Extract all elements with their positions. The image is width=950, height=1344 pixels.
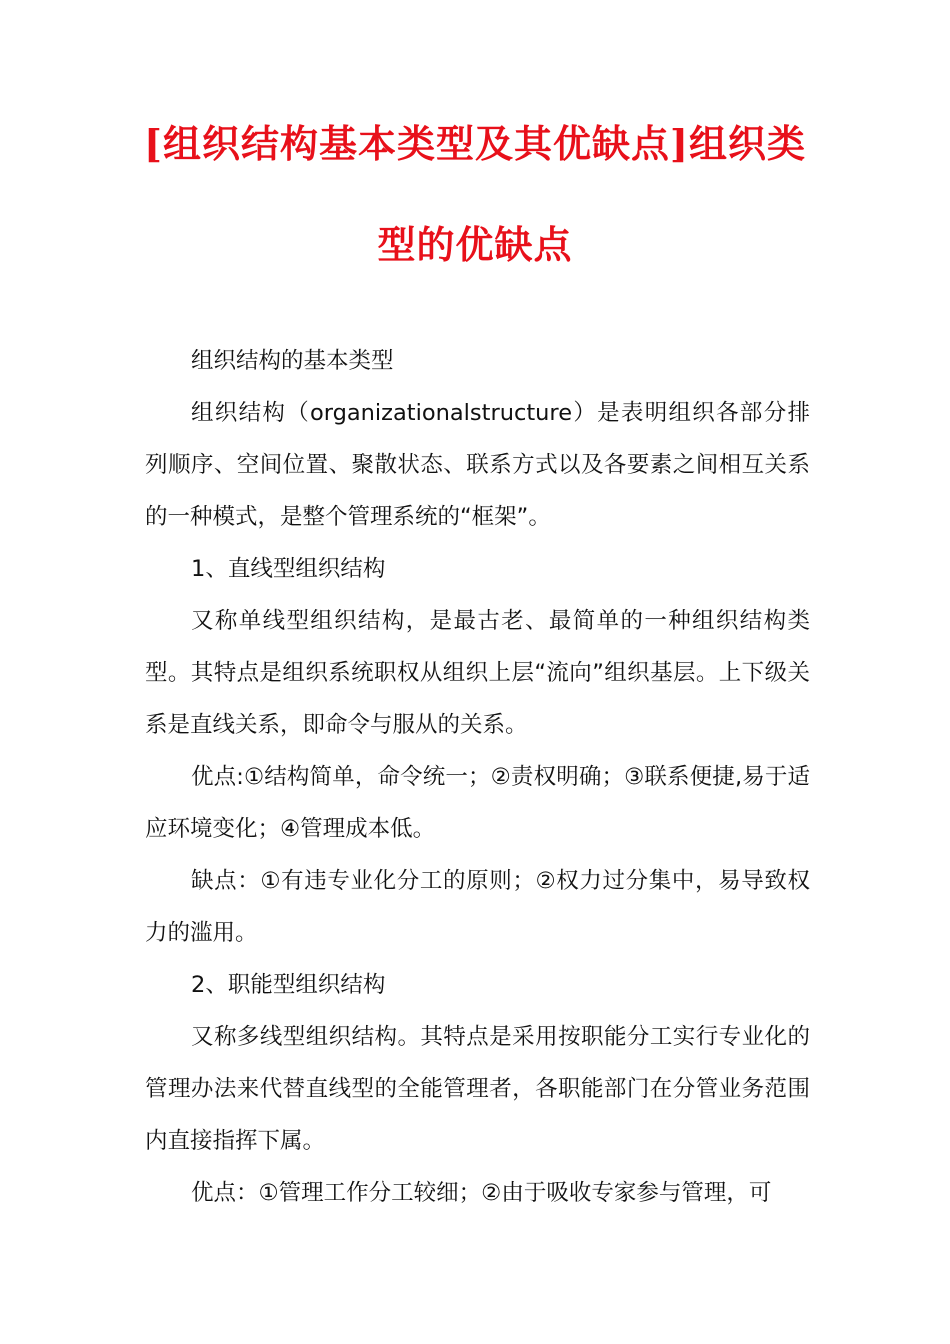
paragraph-functional-structure: 又称多线型组织结构。其特点是采用按职能分工实行专业化的管理办法来代替直线型的全能管理者，各职能部门在分管业务范围内直接指挥下属。 <box>145 1024 810 1154</box>
paragraph-line-disadvantages: 缺点：①有违专业化分工的原则；②权力过分集中，易导致权力的滥用。 <box>145 868 810 946</box>
document-title-line-2: 型的优缺点 <box>377 222 573 267</box>
section-heading-functional-structure: 2、职能型组织结构 <box>191 972 386 998</box>
paragraph-line-advantages: 优点:①结构简单，命令统一；②责权明确；③联系便捷,易于适应环境变化；④管理成本低。 <box>145 764 810 842</box>
document-title-line-1: [组织结构基本类型及其优缺点]组织类 <box>144 121 806 166</box>
document-body <box>145 335 810 1219</box>
paragraph-definition: 组织结构（organizationalstructure）是表明组织各部分排列顺序、空间位置、聚散状态、联系方式以及各要素之间相互关系的一种模式，是整个管理系统的“框架”。 <box>145 400 810 530</box>
section-heading-basic-types: 组织结构的基本类型 <box>191 348 394 374</box>
paragraph-functional-advantages: 优点：①管理工作分工较细；②由于吸收专家参与管理，可 <box>191 1180 772 1206</box>
section-heading-line-structure: 1、直线型组织结构 <box>191 556 386 582</box>
paragraph-line-structure: 又称单线型组织结构，是最古老、最简单的一种组织结构类型。其特点是组织系统职权从组织上层“流向”组织基层。上下级关系是直线关系，即命令与服从的关系。 <box>145 608 810 738</box>
